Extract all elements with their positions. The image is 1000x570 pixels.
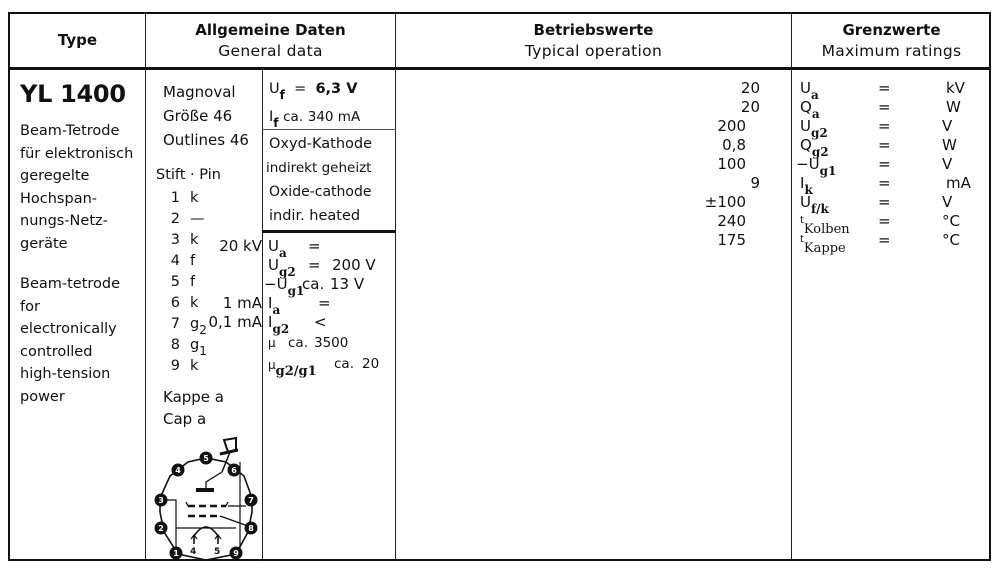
- symbol-main: U: [800, 193, 811, 211]
- header-general: [146, 14, 395, 67]
- cap-de: Kappe a: [163, 388, 224, 406]
- symbol-sub: g2: [272, 322, 290, 336]
- value: 20: [740, 98, 760, 116]
- symbol-sub: Kolben: [803, 222, 850, 237]
- relation: <: [314, 313, 327, 331]
- value: 100: [717, 155, 746, 173]
- cathode-en-1: Oxide-cathode: [269, 184, 372, 200]
- symbol: U: [269, 81, 280, 97]
- desc-line: electronically: [20, 321, 117, 337]
- unit: mA: [946, 174, 971, 192]
- pin-label: k: [190, 232, 199, 248]
- symbol-sub: a: [811, 107, 820, 121]
- symbol-main: −U: [264, 275, 288, 293]
- symbol: μ: [268, 336, 276, 350]
- symbol-main: I: [268, 313, 273, 331]
- unit: °C: [942, 231, 960, 249]
- svg-text:7: 7: [248, 496, 254, 505]
- pin-1-icon: [170, 547, 183, 560]
- symbol-sub: f: [273, 116, 279, 130]
- pin-number: 3: [170, 232, 180, 248]
- symbol-sub: g1: [287, 284, 305, 298]
- value: 20 kV: [219, 237, 262, 255]
- header-maximum-de: Grenzwerte: [842, 20, 941, 39]
- symbol-sub: k: [804, 183, 813, 197]
- base-size-de: Größe 46: [163, 107, 233, 125]
- symbol-sub: g2: [278, 265, 296, 279]
- pin-label-main: g: [190, 316, 200, 332]
- cathode-de-1: Oxyd-Kathode: [269, 136, 373, 152]
- pin-3-icon: [155, 494, 168, 507]
- symbol-main: Q: [800, 136, 812, 154]
- symbol-main: U: [800, 117, 811, 135]
- svg-text:3: 3: [158, 496, 164, 505]
- pin-7-icon: [245, 494, 258, 507]
- desc-line: power: [20, 388, 65, 405]
- svg-text:2: 2: [158, 524, 164, 533]
- base-size-en: Outlines 46: [163, 131, 249, 149]
- symbol-sub: a: [810, 88, 819, 102]
- heater-voltage: [269, 78, 360, 106]
- relation: ca.: [288, 335, 308, 351]
- unit: W: [946, 98, 961, 116]
- desc-line: geregelte: [20, 168, 90, 184]
- value: 175: [717, 231, 746, 249]
- symbol: [268, 354, 317, 382]
- value: 6,3 V: [315, 81, 358, 97]
- col-divider-type: [145, 14, 146, 559]
- value: 13 V: [330, 275, 365, 293]
- heater-data: [269, 78, 360, 134]
- cathode-en-2: indir. heated: [269, 208, 361, 224]
- pin-2-icon: [155, 522, 168, 535]
- symbol-main: Q: [800, 98, 812, 116]
- header-type: [10, 14, 145, 67]
- unit: V: [942, 193, 953, 211]
- heater-current: [269, 106, 360, 134]
- desc-line: Beam-Tetrode: [20, 123, 120, 139]
- relation: =: [878, 155, 891, 173]
- relation: =: [294, 81, 307, 97]
- unit: kV: [946, 79, 965, 97]
- pin-9-icon: [230, 547, 243, 560]
- svg-text:9: 9: [233, 549, 239, 558]
- relation: =: [308, 256, 321, 274]
- pin-6-icon: [228, 464, 241, 477]
- header-general-en: General data: [218, 41, 323, 60]
- cathode-info: [266, 132, 372, 228]
- heater-filament: [194, 527, 218, 544]
- unit: W: [942, 136, 957, 154]
- pin-label-main: g: [190, 337, 200, 353]
- desc-line: Beam-tetrode: [20, 276, 121, 292]
- relation: =: [878, 98, 891, 116]
- value: 200: [717, 117, 746, 135]
- col-divider-general: [395, 14, 396, 559]
- pin-5-icon: [200, 452, 213, 465]
- pin-number: 9: [170, 358, 180, 374]
- relation: =: [878, 193, 891, 211]
- value: 3500: [314, 335, 349, 351]
- symbol-main: t: [800, 234, 804, 245]
- svg-text:4: 4: [190, 547, 197, 557]
- svg-text:5: 5: [214, 547, 221, 557]
- pin-label: k: [190, 190, 199, 206]
- header-maximum: [792, 14, 991, 67]
- pin-4-icon: [172, 464, 185, 477]
- header-general-de: Allgemeine Daten: [195, 20, 346, 39]
- col-divider-typical: [791, 14, 792, 559]
- pin-label: f: [190, 274, 196, 290]
- relation: =: [878, 212, 891, 230]
- relation: ca.: [302, 275, 325, 293]
- pin-label: k: [190, 358, 199, 374]
- unit: °C: [942, 212, 960, 230]
- header-maximum-en: Maximum ratings: [821, 41, 962, 60]
- symbol-sub: g2/g1: [275, 364, 317, 379]
- symbol-sub: g2: [810, 126, 828, 140]
- pin-number: 1: [170, 190, 180, 206]
- value: 240: [717, 212, 746, 230]
- symbol-sub: a: [272, 303, 281, 317]
- svg-text:5: 5: [203, 454, 209, 463]
- relation: =: [878, 231, 891, 249]
- symbol: [800, 230, 846, 259]
- pin-label: k: [190, 295, 199, 311]
- value: 0,8: [722, 136, 746, 154]
- pin-number: 7: [170, 316, 180, 332]
- base-type: Magnoval: [163, 83, 236, 101]
- pin-number: 8: [170, 337, 180, 353]
- symbol-main: t: [800, 215, 804, 226]
- symbol-sub: a: [278, 246, 287, 260]
- pin-label-sub: 1: [199, 344, 207, 358]
- svg-text:4: 4: [175, 466, 181, 475]
- relation: ca.: [283, 109, 304, 125]
- tube-base-diagram-icon: [148, 432, 266, 560]
- header-divider: [10, 67, 989, 70]
- value: 200 V: [332, 256, 376, 274]
- symbol-main: I: [800, 174, 805, 192]
- cap-info: [163, 386, 224, 430]
- value: 20: [362, 356, 380, 372]
- description-de: [20, 120, 133, 255]
- relation: =: [878, 79, 891, 97]
- relation: =: [318, 294, 331, 312]
- relation: =: [308, 237, 321, 255]
- symbol-sub: g1: [819, 164, 837, 178]
- value: ±100: [704, 193, 746, 211]
- cathode-divider: [262, 230, 396, 233]
- desc-line: Hochspan-: [20, 190, 98, 207]
- value: 0,1 mA: [208, 313, 262, 331]
- pin-8-icon: [245, 522, 258, 535]
- tube-type-name: YL 1400: [20, 80, 126, 108]
- symbol: I: [269, 109, 274, 125]
- symbol-sub: f: [279, 88, 285, 102]
- symbol-main: μ: [268, 358, 276, 372]
- desc-line: for: [20, 298, 40, 315]
- symbol-main: U: [800, 79, 811, 97]
- base-info: [163, 80, 249, 152]
- value: 1 mA: [222, 294, 262, 312]
- relation: =: [878, 117, 891, 135]
- svg-text:8: 8: [248, 524, 254, 533]
- symbol-main: U: [268, 256, 279, 274]
- pin-label: f: [190, 253, 196, 269]
- desc-line: für elektronisch: [20, 145, 134, 162]
- cap-en: Cap a: [163, 410, 207, 428]
- symbol-sub: g2: [811, 145, 829, 159]
- value: 9: [750, 174, 760, 192]
- pin-label: —: [190, 211, 205, 227]
- symbol-main: I: [268, 294, 273, 312]
- description-en: [20, 273, 120, 408]
- header-typical-de: Betriebswerte: [533, 20, 654, 39]
- svg-text:6: 6: [231, 466, 237, 475]
- desc-line: controlled: [20, 343, 93, 360]
- desc-line: geräte: [20, 235, 68, 252]
- pin-header: Stift · Pin: [156, 167, 221, 183]
- pin-number: 2: [170, 211, 180, 227]
- desc-line: high-tension: [20, 366, 111, 382]
- symbol-sub: Kappe: [803, 241, 846, 256]
- value: 20: [740, 79, 760, 97]
- relation: =: [878, 136, 891, 154]
- svg-text:1: 1: [173, 549, 179, 558]
- relation: ca.: [334, 356, 354, 372]
- header-type-label: Type: [57, 31, 98, 49]
- header-typical: [396, 14, 791, 67]
- symbol-main: U: [268, 237, 279, 255]
- pin-number: 4: [170, 253, 180, 269]
- header-typical-en: Typical operation: [524, 41, 663, 60]
- cathode-de-2: indirekt geheizt: [266, 160, 372, 176]
- symbol-main: −U: [796, 155, 820, 173]
- symbol-sub: f/k: [810, 202, 829, 216]
- unit: V: [942, 155, 953, 173]
- unit: V: [942, 117, 953, 135]
- relation: =: [878, 174, 891, 192]
- value: 340 mA: [307, 109, 361, 125]
- pin-number: 6: [170, 295, 180, 311]
- pin-number: 5: [170, 274, 180, 290]
- desc-line: nungs-Netz-: [20, 213, 108, 229]
- pin-label-sub: 2: [199, 323, 207, 337]
